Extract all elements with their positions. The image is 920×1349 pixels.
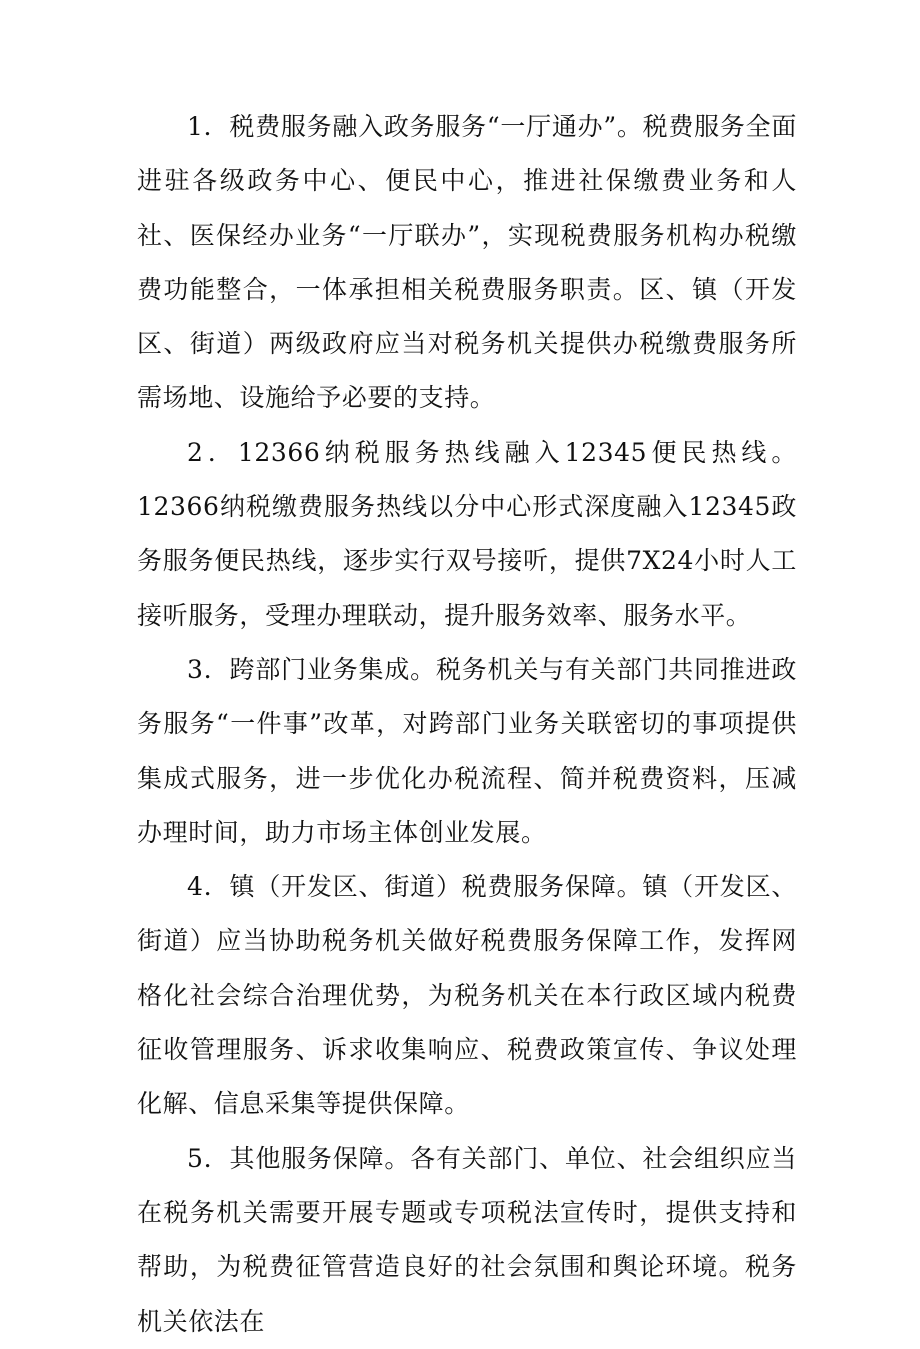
paragraph-3: 3．跨部门业务集成。税务机关与有关部门共同推进政务服务“一件事”改革，对跨部门业务关联密切的事项提供集成式服务，进一步优化办税流程、简并税费资料，压减办理时间，助力市场主体创业发展。 <box>137 654 797 847</box>
paragraph-1: 1．税费服务融入政务服务“一厅通办”。税费服务全面进驻各级政务中心、便民中心，推进社保缴费业务和人社、医保经办业务“一厅联办”，实现税费服务机构办税缴费功能整合，一体承担相关税费服务职责。区、镇（开发区、街道）两级政府应当对税务机关提供办税缴费服务所需场地、设施给予必要的支持。 <box>137 112 797 413</box>
document-body <box>137 100 797 1349</box>
paragraph-5: 5．其他服务保障。各有关部门、单位、社会组织应当在税务机关需要开展专题或专项税法宣传时，提供支持和帮助，为税费征管营造良好的社会氛围和舆论环境。税务机关依法在 <box>137 1143 797 1336</box>
paragraph-4: 4．镇（开发区、街道）税费服务保障。镇（开发区、街道）应当协助税务机关做好税费服务保障工作，发挥网格化社会综合治理优势，为税务机关在本行政区域内税费征收管理服务、诉求收集响应、税费政策宣传、争议处理化解、信息采集等提供保障。 <box>137 872 797 1119</box>
paragraph-2: 2．12366纳税服务热线融入12345便民热线。12366纳税缴费服务热线以分中心形式深度融入12345政务服务便民热线，逐步实行双号接听，提供7X24小时人工接听服务，受理办理联动，提升服务效率、服务水平。 <box>137 437 797 630</box>
